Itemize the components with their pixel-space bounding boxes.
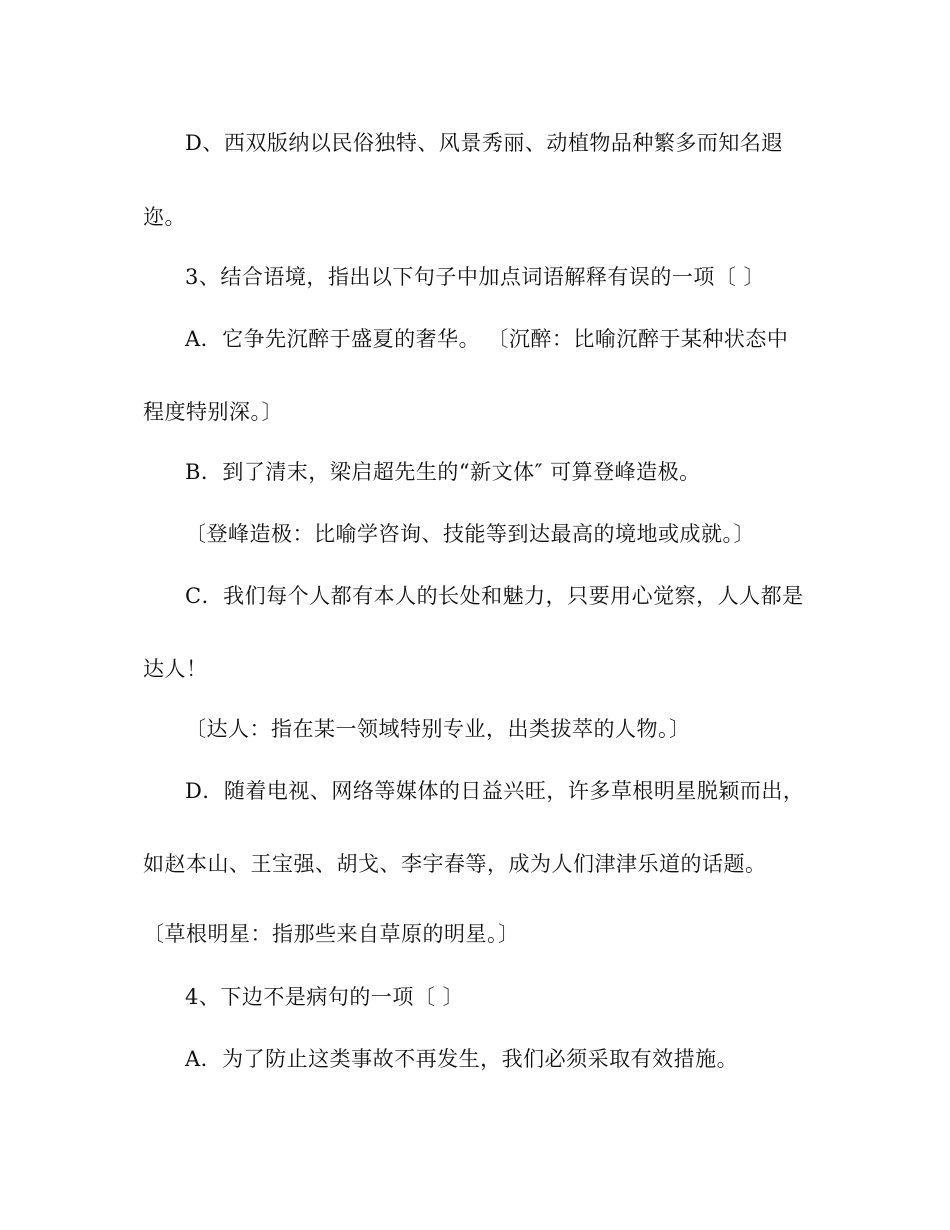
option-d-line-1: D、西双版纳以民俗独特、风景秀丽、动植物品种繁多而知名遐 <box>185 131 783 155</box>
question-3-stem: 3、结合语境，指出以下句子中加点词语解释有误的一项〔 〕 <box>185 265 766 289</box>
q3-option-c-line-2: 达人！ <box>143 657 208 681</box>
q3-option-b-line-2: 〔登峰造极：比喻学咨询、技能等到达最高的境地或成就。〕 <box>185 522 755 546</box>
q3-option-c-line-1: C．我们每个人都有本人的长处和魅力，只要用心觉察，人人都是 <box>185 584 804 608</box>
q3-option-d-line-3: 〔草根明星：指那些来自草原的明星。〕 <box>143 922 520 946</box>
q3-option-d-line-1: D．随着电视、网络等媒体的日益兴旺，许多草根明星脱颖而出， <box>185 779 805 803</box>
question-4-stem: 4、下边不是病句的一项〔 〕 <box>185 985 465 1009</box>
q3-option-d-line-2: 如赵本山、王宝强、胡戈、李宇春等，成为人们津津乐道的话题。 <box>143 852 767 876</box>
q3-option-a-line-2: 程度特别深。〕 <box>143 400 283 424</box>
q3-option-b-line-1: B．到了清末，梁启超先生的“新文体″ 可算登峰造极。 <box>185 460 701 484</box>
q4-option-a-line-1: A．为了防止这类事故不再发生，我们必须采取有效措施。 <box>185 1047 739 1071</box>
q3-option-c-line-3: 〔达人：指在某一领域特别专业，出类拔萃的人物。〕 <box>185 717 691 741</box>
q3-option-a-line-1: A．它争先沉醉于盛夏的奢华。 〔沉醉：比喻沉醉于某种状态中 <box>185 327 789 351</box>
option-d-line-2: 迩。 <box>143 205 186 229</box>
